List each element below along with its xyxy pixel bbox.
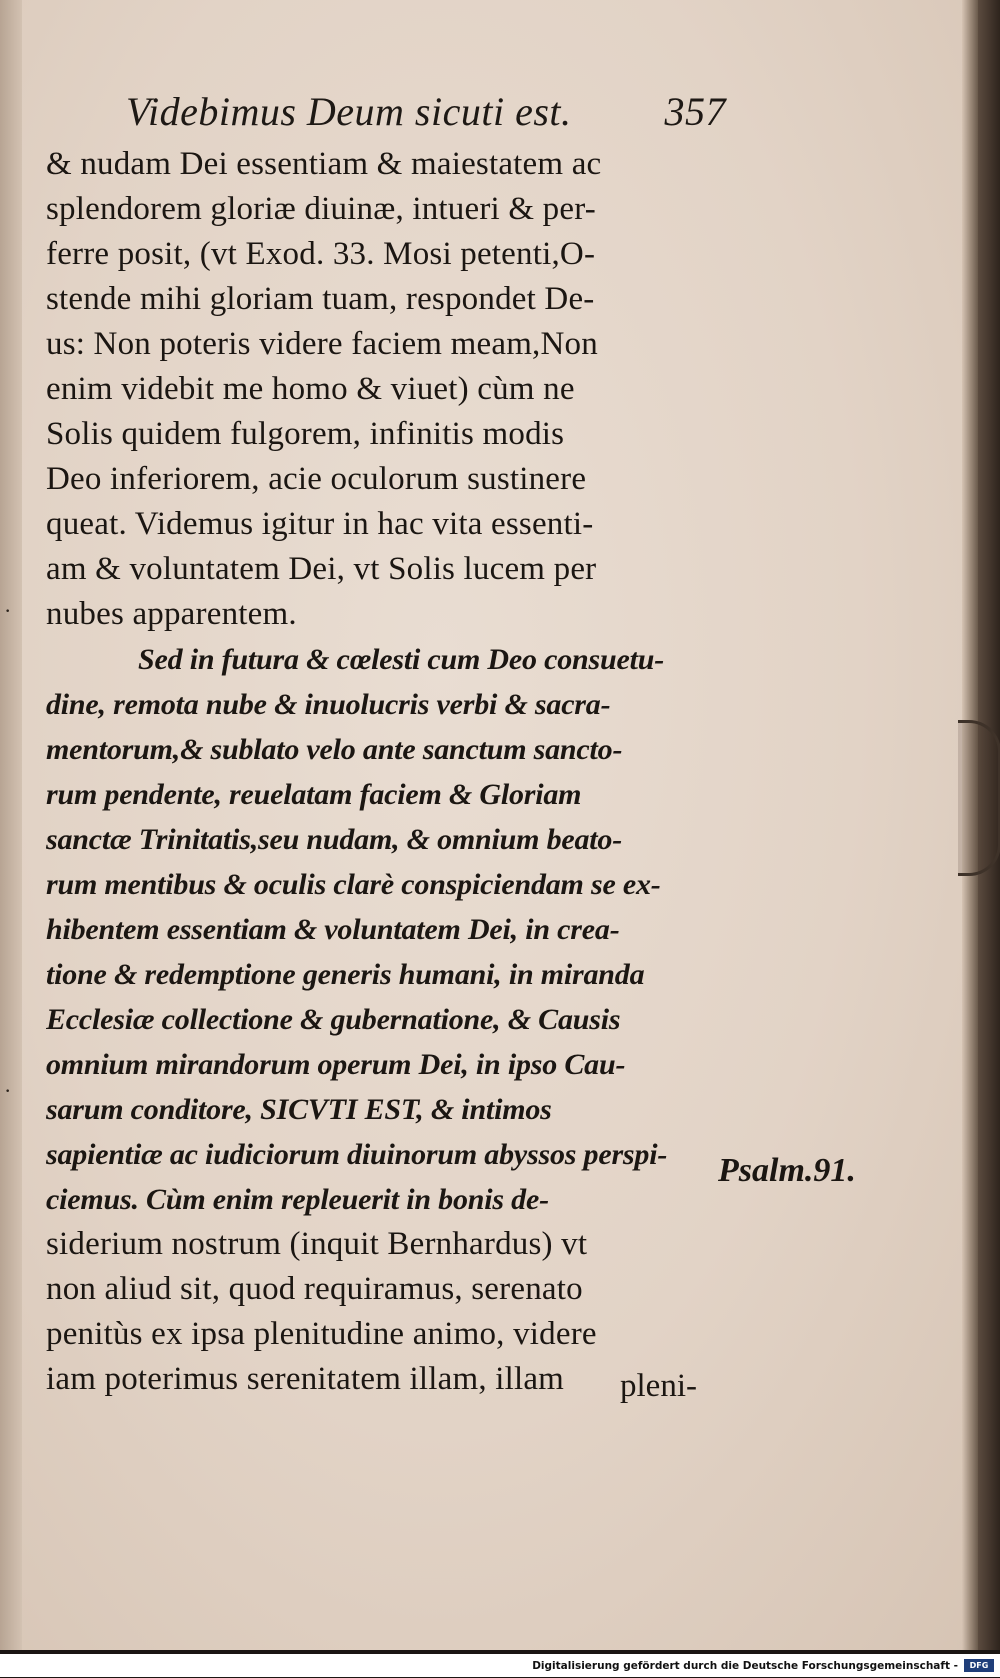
text-line: enim videbit me homo & viuet) cùm ne: [46, 371, 575, 407]
text-line: ferre posit, (vt Exod. 33. Mosi petenti,O-: [46, 236, 596, 272]
running-header: [126, 88, 726, 138]
gutter-mark: ·: [4, 598, 12, 623]
page-gutter: [0, 0, 22, 1650]
text-line: Solis quidem fulgorem, infinitis modis: [46, 416, 565, 452]
page-clip: [958, 720, 1000, 876]
text-line: rum pendente, reuelatam faciem & Gloriam: [46, 778, 582, 811]
text-line: hibentem essentiam & voluntatem Dei, in crea-: [46, 913, 620, 946]
text-line: ciemus. Cùm enim repleuerit in bonis de-: [46, 1183, 549, 1216]
text-line: siderium nostrum (inquit Bernhardus) vt: [46, 1226, 588, 1262]
gutter-mark: ·: [4, 1078, 12, 1103]
text-line: Ecclesiæ collectione & gubernatione, & Causis: [46, 1003, 621, 1036]
text-line: us: Non poteris videre faciem meam,Non: [46, 326, 598, 362]
text-line: am & voluntatem Dei, vt Solis lucem per: [46, 551, 597, 587]
body-text: [46, 142, 736, 1402]
text-line: splendorem gloriæ diuinæ, intueri & per-: [46, 191, 596, 227]
text-line: stende mihi gloriam tuam, respondet De-: [46, 281, 595, 317]
text-line: queat. Videmus igitur in hac vita essenti-: [46, 506, 594, 542]
text-line: penitùs ex ipsa plenitudine animo, videre: [46, 1316, 597, 1352]
marginal-note: Psalm.91.: [718, 1152, 856, 1189]
running-title: Videbimus Deum sicuti est.: [126, 89, 572, 134]
text-line: mentorum,& sublato velo ante sanctum sancto-: [46, 733, 623, 766]
text-line: dine, remota nube & inuolucris verbi & sacra-: [46, 688, 611, 721]
text-line: rum mentibus & oculis clarè conspiciendam se ex-: [46, 868, 661, 901]
text-line: & nudam Dei essentiam & maiestatem ac: [46, 146, 602, 182]
text-line: Sed in futura & cœlesti cum Deo consuetu-: [138, 643, 664, 676]
funding-credit: Digitalisierung gefördert durch die Deutsche Forschungsgemeinschaft -: [532, 1660, 958, 1672]
footer-bar: [0, 1654, 1000, 1677]
text-line: sanctæ Trinitatis,seu nudam, & omnium beato-: [46, 823, 623, 856]
text-line: Deo inferiorem, acie oculorum sustinere: [46, 461, 587, 497]
text-line: omnium mirandorum operum Dei, in ipso Cau-: [46, 1048, 626, 1081]
text-line: iam poterimus serenitatem illam, illam: [46, 1361, 565, 1397]
text-line: tione & redemptione generis humani, in miranda: [46, 958, 645, 991]
catchword: pleni-: [620, 1368, 697, 1404]
text-line: non aliud sit, quod requiramus, serenato: [46, 1271, 583, 1307]
page-number: 357: [664, 89, 726, 134]
text-line: nubes apparentem.: [46, 596, 297, 632]
dfg-logo: DFG: [964, 1659, 994, 1672]
text-line: sarum conditore, SICVTI EST, & intimos: [46, 1093, 552, 1126]
text-line: sapientiæ ac iudiciorum diuinorum abyssos perspi-: [46, 1138, 668, 1171]
